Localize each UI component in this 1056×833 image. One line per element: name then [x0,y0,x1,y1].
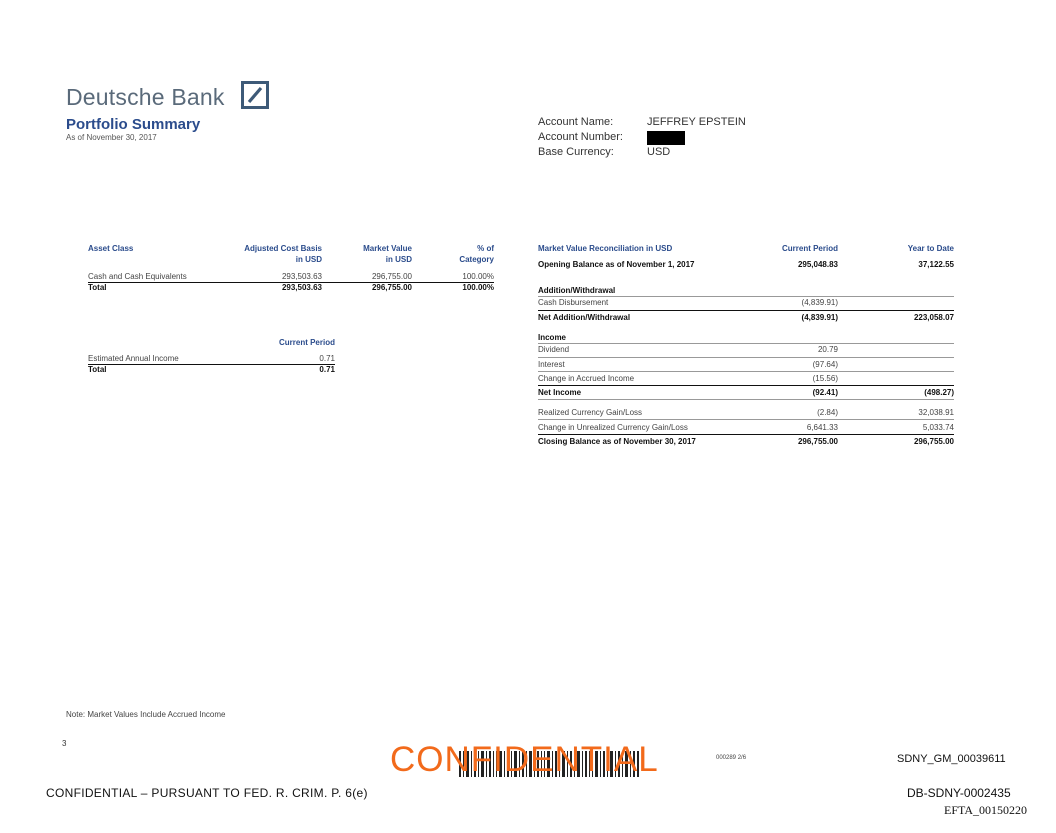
recon-current-header: Current Period [781,244,838,253]
closing-balance-label: Closing Balance as of November 30, 2017 [538,437,696,446]
asset-row-pct: 100.00% [462,272,494,281]
net-income-bottom-rule [538,399,954,400]
footnote: Note: Market Values Include Accrued Income [66,710,226,719]
interest-current: (97.64) [812,360,838,369]
addition-withdrawal-section: Addition/Withdrawal [538,286,616,295]
net-income-ytd: (498.27) [924,388,954,397]
closing-rule [538,434,954,435]
closing-balance-ytd: 296,755.00 [913,437,954,446]
page-number: 3 [62,739,67,748]
dividend-current: 20.79 [817,345,838,354]
dividend-label: Dividend [538,345,570,354]
asset-total-market-value: 296,755.00 [371,283,412,292]
asset-class-header: Asset Class [88,244,134,253]
market-value-header-line2: in USD [385,255,412,264]
asset-total-pct: 100.00% [462,283,494,292]
realized-fx-label: Realized Currency Gain/Loss [538,408,643,417]
est-annual-income-label: Estimated Annual Income [88,354,179,363]
opening-balance-current: 295,048.83 [797,260,838,269]
cash-disbursement-label: Cash Disbursement [538,298,609,307]
accrued-income-current: (15.56) [812,374,838,383]
unrealized-fx-label: Change in Unrealized Currency Gain/Loss [538,423,688,432]
unrealized-fx-ytd: 5,033.74 [922,423,954,432]
deutsche-bank-logo-icon [241,81,269,109]
net-addwd-rule [538,310,954,311]
as-of-date: As of November 30, 2017 [66,133,157,142]
asset-row-basis: 293,503.63 [281,272,322,281]
interest-rule [538,371,954,372]
income-section: Income [538,333,567,342]
realized-fx-rule [538,419,954,420]
income-total-label: Total [88,365,107,374]
dividend-rule [538,357,954,358]
document-code: 000289 2/6 [716,755,747,761]
opening-balance-ytd: 37,122.55 [918,260,954,269]
accrued-income-label: Change in Accrued Income [538,374,635,383]
cost-basis-header-line1: Adjusted Cost Basis [244,244,322,253]
income-rule [538,343,954,344]
income-current-period-header: Current Period [278,338,335,347]
sdny-bates-number: SDNY_GM_00039611 [897,753,1006,765]
account-name-label: Account Name: [538,116,614,128]
base-currency-value: USD [647,146,671,158]
net-income-label: Net Income [538,388,582,397]
market-value-header-line1: Market Value [363,244,412,253]
interest-label: Interest [538,360,565,369]
pct-category-header [424,243,494,265]
net-income-current: (92.41) [812,388,838,397]
opening-balance-label: Opening Balance as of November 1, 2017 [538,260,695,269]
income-total-value: 0.71 [319,365,335,374]
cost-basis-header-line2: in USD [295,255,322,264]
cost-basis-header [212,243,322,265]
est-annual-income-value: 0.71 [319,354,335,363]
realized-fx-ytd: 32,038.91 [918,408,954,417]
db-bates-number: DB-SDNY-0002435 [907,786,1011,800]
confidential-stamp: CONFIDENTIAL [390,740,659,779]
net-income-rule [538,385,954,386]
market-value-header [332,243,412,265]
account-number-label: Account Number: [538,131,623,143]
addwd-rule [538,296,954,297]
confidentiality-legend: CONFIDENTIAL – PURSUANT TO FED. R. CRIM. P. 6(e) [46,786,368,800]
page-title: Portfolio Summary [66,116,201,133]
asset-row-label: Cash and Cash Equivalents [88,272,187,281]
recon-ytd-header: Year to Date [907,244,954,253]
net-addwd-current: (4,839.91) [801,313,838,322]
cash-disbursement-current: (4,839.91) [801,298,838,307]
asset-total-label: Total [88,283,107,292]
pct-category-header-line2: Category [459,255,494,264]
net-addwd-label: Net Addition/Withdrawal [538,313,631,322]
bank-name: Deutsche Bank [66,84,225,110]
account-name-value: JEFFREY EPSTEIN [647,116,746,128]
base-currency-label: Base Currency: [538,146,614,158]
efta-bates-number: EFTA_00150220 [944,803,1028,817]
asset-total-basis: 293,503.63 [281,283,322,292]
asset-row-market-value: 296,755.00 [371,272,412,281]
pct-category-header-line1: % of [477,244,494,253]
closing-balance-current: 296,755.00 [797,437,838,446]
net-addwd-ytd: 223,058.07 [913,313,954,322]
account-number-redaction [647,131,685,145]
recon-title-header: Market Value Reconciliation in USD [538,244,673,253]
unrealized-fx-current: 6,641.33 [806,423,838,432]
realized-fx-current: (2.84) [817,408,838,417]
